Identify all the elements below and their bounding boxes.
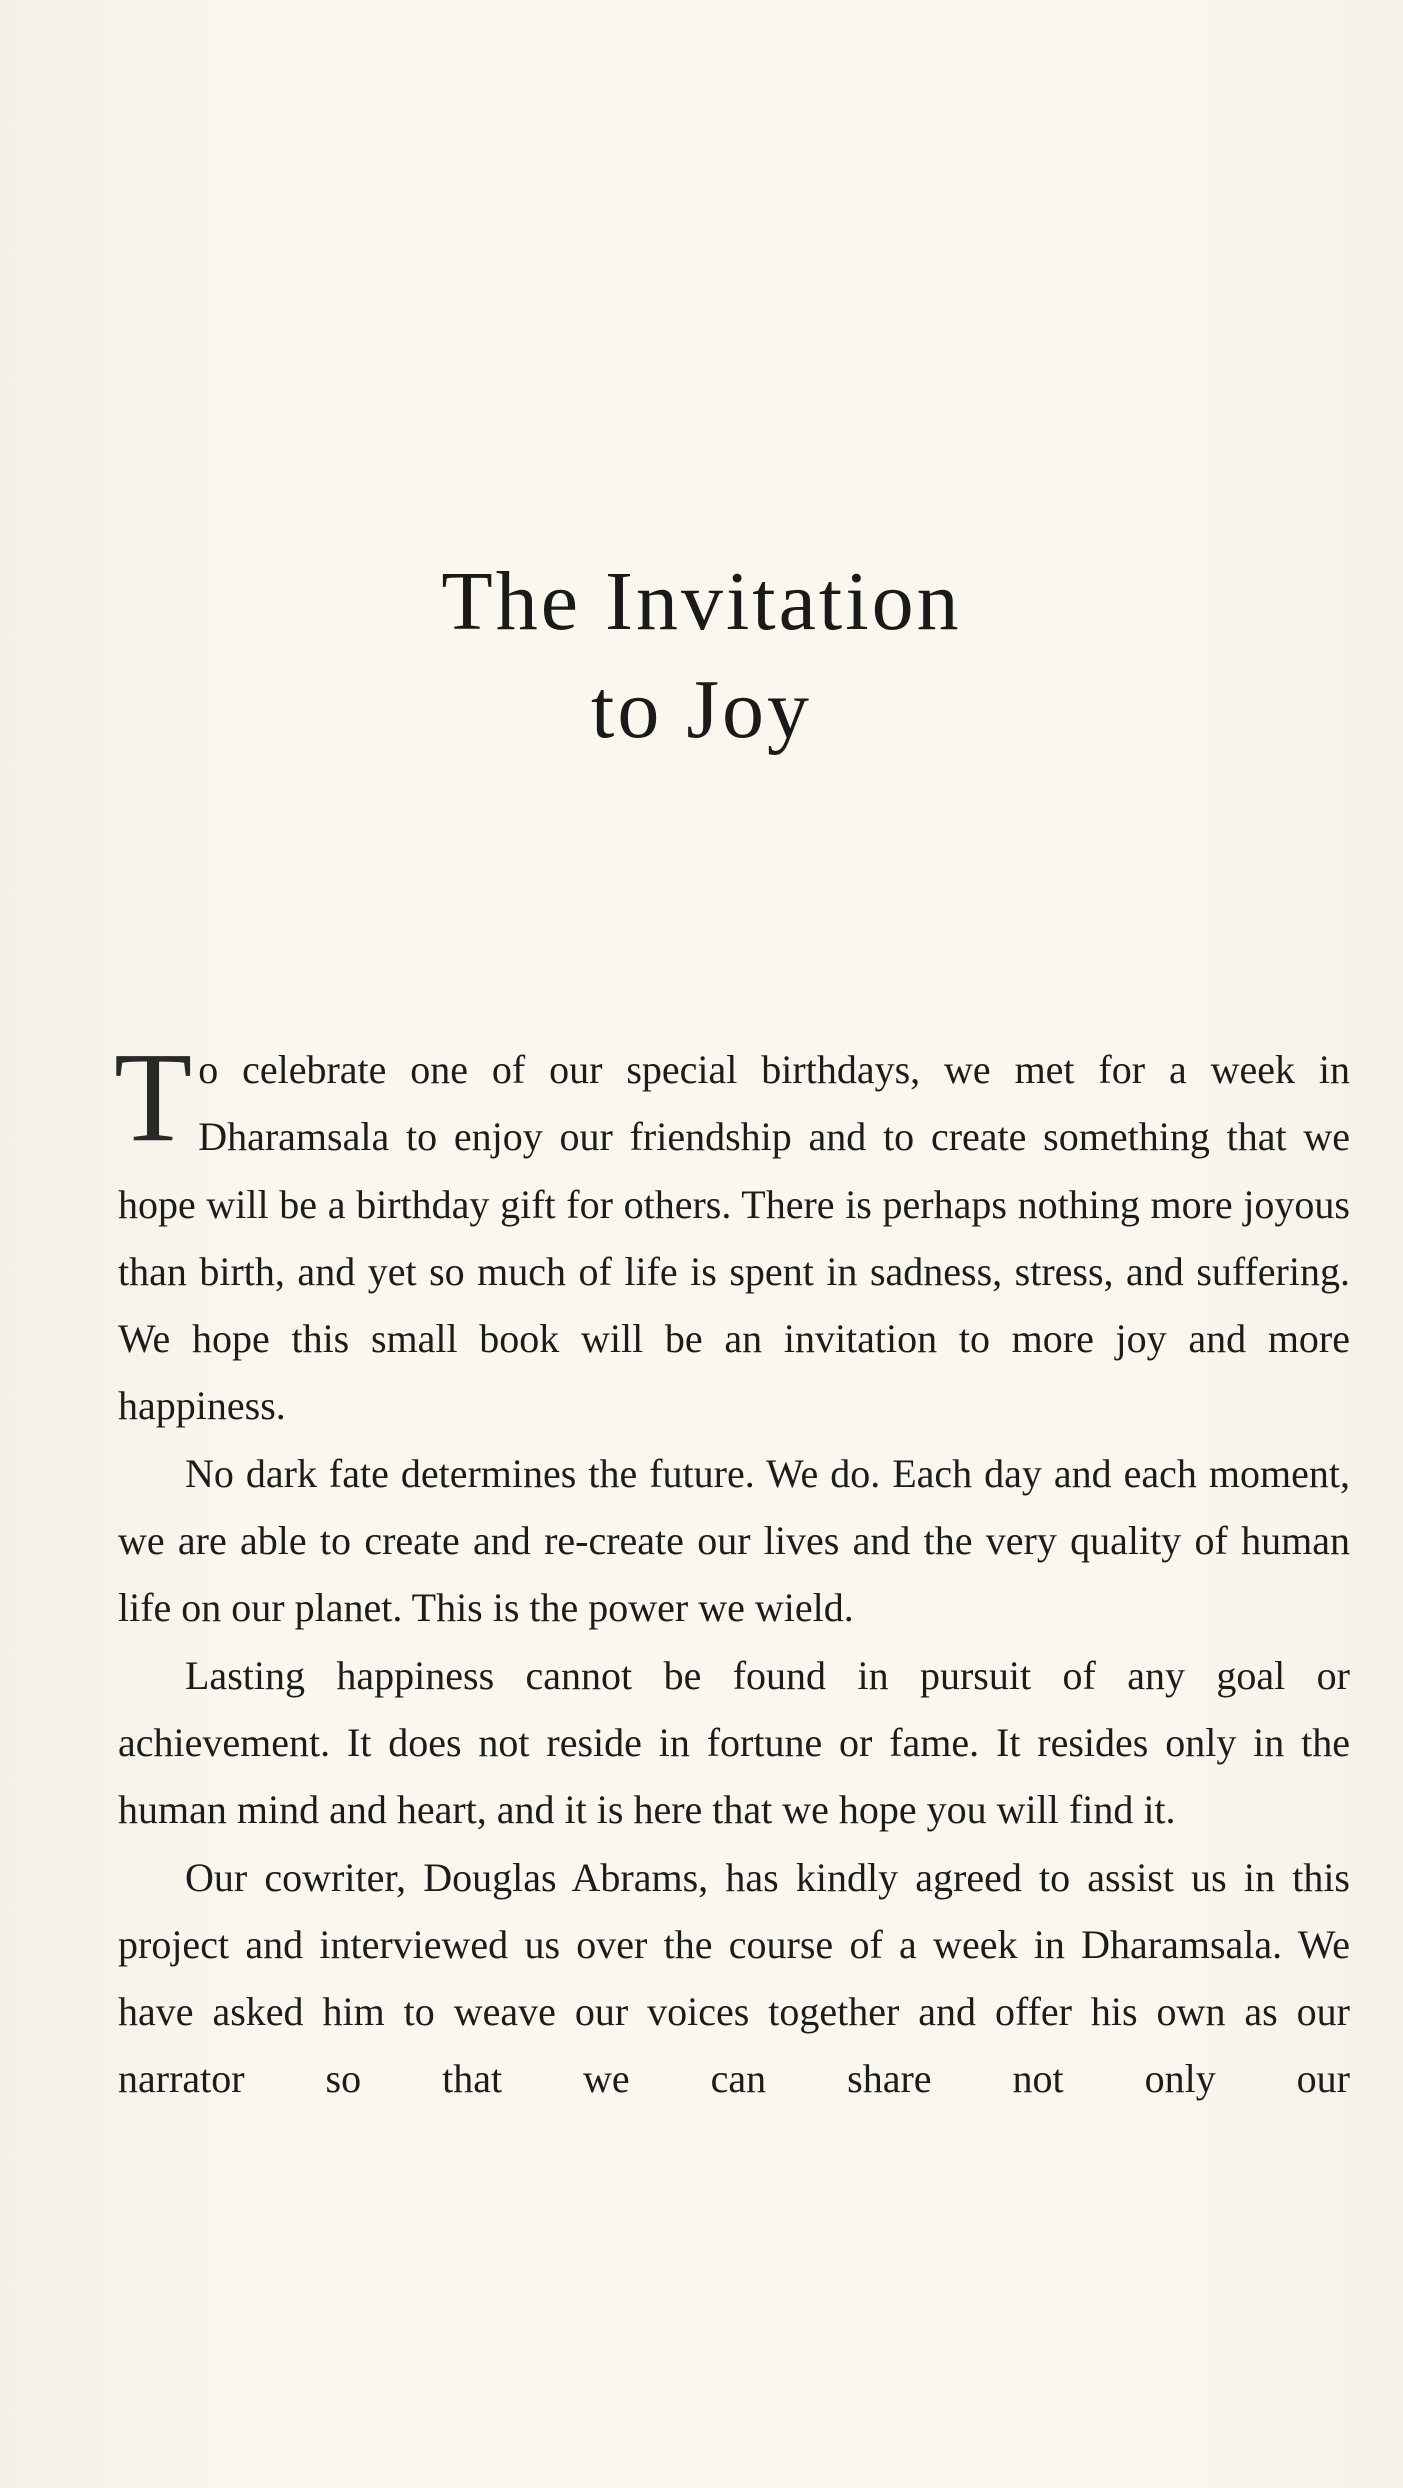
drop-cap: T — [114, 1026, 193, 1168]
chapter-body — [114, 1026, 1350, 2113]
paragraph-1 — [114, 1026, 1350, 1440]
paragraph-4: Our cowriter, Douglas Abrams, has kindly agreed to assist us in this project and interviewed us over the course of a week in Dharamsala. We have asked him to weave our voices together and offer his own as our narrator so that we can share not only our — [118, 1854, 1350, 2102]
paragraph-2: No dark fate determines the future. We do. Each day and each moment, we are able to create and re-create our lives and the very quality of human life on our planet. This is the power we wield. — [118, 1450, 1350, 1631]
chapter-title-line-1: The Invitation — [441, 555, 962, 648]
chapter-title — [0, 548, 1403, 764]
paragraph-1-text: o celebrate one of our special birthdays, we met for a week in Dharamsala to enjoy our friendship and to create something that we hope will be a birthday gift for others. There is perhaps nothing more joyous than birth, and yet so much of life is spent in sadness, stress, and suffering. We hope this small book will be an invitation to more joy and more happiness. — [118, 1047, 1350, 1429]
chapter-title-line-2: to Joy — [590, 663, 813, 756]
paragraph-3: Lasting happiness cannot be found in pursuit of any goal or achievement. It does not reside in fortune or fame. It resides only in the human mind and heart, and it is here that we hope you will find it. — [118, 1652, 1350, 1833]
